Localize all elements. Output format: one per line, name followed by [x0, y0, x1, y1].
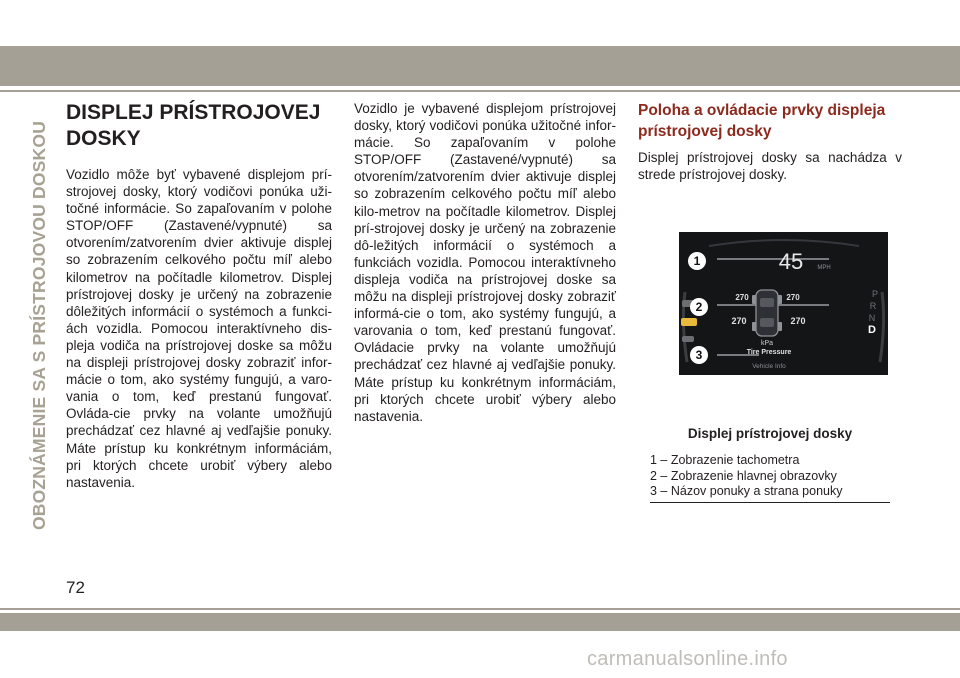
figure-legend	[650, 453, 890, 500]
subsection-heading-line2: prístrojovej dosky	[638, 123, 772, 140]
gear-r: R	[869, 301, 877, 311]
tire-rear-right-value: 270	[790, 316, 806, 326]
instrument-cluster-display-figure	[679, 232, 888, 375]
gear-p: P	[871, 289, 879, 299]
footer-rule	[0, 608, 960, 610]
side-section-title-text: OBOZNÁMENIE SA S PRÍSTROJOVOU DOSKOU	[29, 120, 50, 530]
tire-front-left-value: 270	[735, 293, 749, 302]
middle-paragraph: Vozidlo je vybavené displejom prístrojovej dosky, ktorý vodičovi ponúka užitočné infor-mácie. So zapaľovaním v polohe STOP/OFF (Zastavené/vypnuté) sa otvorením/zatvorením dvier aktivuje displej so zobrazením celkového počtu míľ alebo kilo-metrov na počítadle kilometrov. Displej prí-strojovej dosky je určený na zobrazenie dô-ležitých informácií o systémoch a funkciách vozidla. Pomocou interaktívneho displeja vodiča na prístrojovej doske sa môžu na displeji prístrojovej dosky zobraziť informá-cie o tom, ako systémy fungujú, a varovania o tom, keď prestanú fungovať. Ovládacie prvky na volante umožňujú prechádzať cez hlavné aj vedľajšie ponuky. Máte prístup ku konkrétnym informáciám, pri ktorých chcete urobiť výbery alebo nastavenia.	[354, 101, 616, 424]
header-band	[0, 46, 960, 86]
subsection-heading-line1: Poloha a ovládacie prvky displeja	[638, 102, 886, 119]
column-left	[66, 100, 332, 491]
callout-1-label: 1	[693, 254, 701, 268]
gear-n: N	[868, 313, 876, 323]
warning-indicator-icon	[681, 318, 697, 326]
fog-indicator-icon	[682, 336, 694, 342]
section-heading-line1: DISPLEJ PRÍSTROJOVEJ	[66, 101, 321, 124]
intro-paragraph: Vozidlo môže byť vybavené displejom prí-strojovej dosky, ktorý vodičovi ponúka uži-točné informácie. So zapaľovaním v polohe STOP/OFF (Zastavené/vypnuté) sa otvorením/zatvorením dvier aktivuje displej so zobrazením celkového počtu míľ alebo kilometrov na počítadle kilometrov. Displej prístrojovej dosky je určený na zobrazenie dôležitých informácií o systémoch a funkci-ách vozidla. Pomocou interaktívneho dis-pleja vodiča na prístrojovej doske sa môžu na displeji prístrojovej dosky zobraziť infor-mácie o tom, ako systémy fungujú, a varo-vania o tom, keď prestanú fungovať. Ovláda-cie prvky na volante umožňujú prechádzať cez hlavné aj vedľajšie ponuky. Máte prístup ku konkrétnym informáciám, pri ktorých chcete urobiť výbery alebo nastavenia.	[66, 167, 332, 490]
column-middle	[354, 100, 616, 425]
car-top-view-icon	[752, 290, 782, 336]
legend-item: 3 – Názov ponuky a strana ponuky	[650, 484, 843, 498]
tire-rear-left-value: 270	[731, 316, 747, 326]
menu-title: Tire Pressure	[746, 349, 792, 356]
callout-3-label: 3	[695, 348, 703, 362]
legend-item: 2 – Zobrazenie hlavnej obrazovky	[650, 468, 837, 483]
section-heading	[66, 100, 332, 152]
location-paragraph: Displej prístrojovej dosky sa nachádza v strede prístrojovej dosky.	[638, 150, 902, 183]
figure-caption: Displej prístrojovej dosky	[687, 426, 853, 441]
speed-unit: MPH	[817, 265, 831, 271]
menu-subtitle: Vehicle Info	[752, 363, 786, 370]
section-heading-line2: DOSKY	[66, 127, 141, 150]
legend-rule	[650, 502, 890, 503]
pressure-unit: kPa	[760, 340, 774, 347]
header-rule	[0, 90, 960, 92]
watermark: carmanualsonline.info	[587, 648, 788, 670]
legend-item: 1 – Zobrazenie tachometra	[650, 453, 800, 467]
speed-readout: 45	[778, 249, 804, 274]
column-right	[638, 100, 902, 183]
callout-2-label: 2	[695, 300, 703, 314]
cluster-display-illustration	[679, 232, 888, 375]
gear-d: D	[868, 324, 876, 336]
tire-front-right-value: 270	[786, 293, 800, 302]
side-section-title	[28, 100, 52, 550]
subsection-heading	[638, 100, 902, 142]
footer-band	[0, 613, 960, 631]
page-number: 72	[66, 578, 85, 597]
